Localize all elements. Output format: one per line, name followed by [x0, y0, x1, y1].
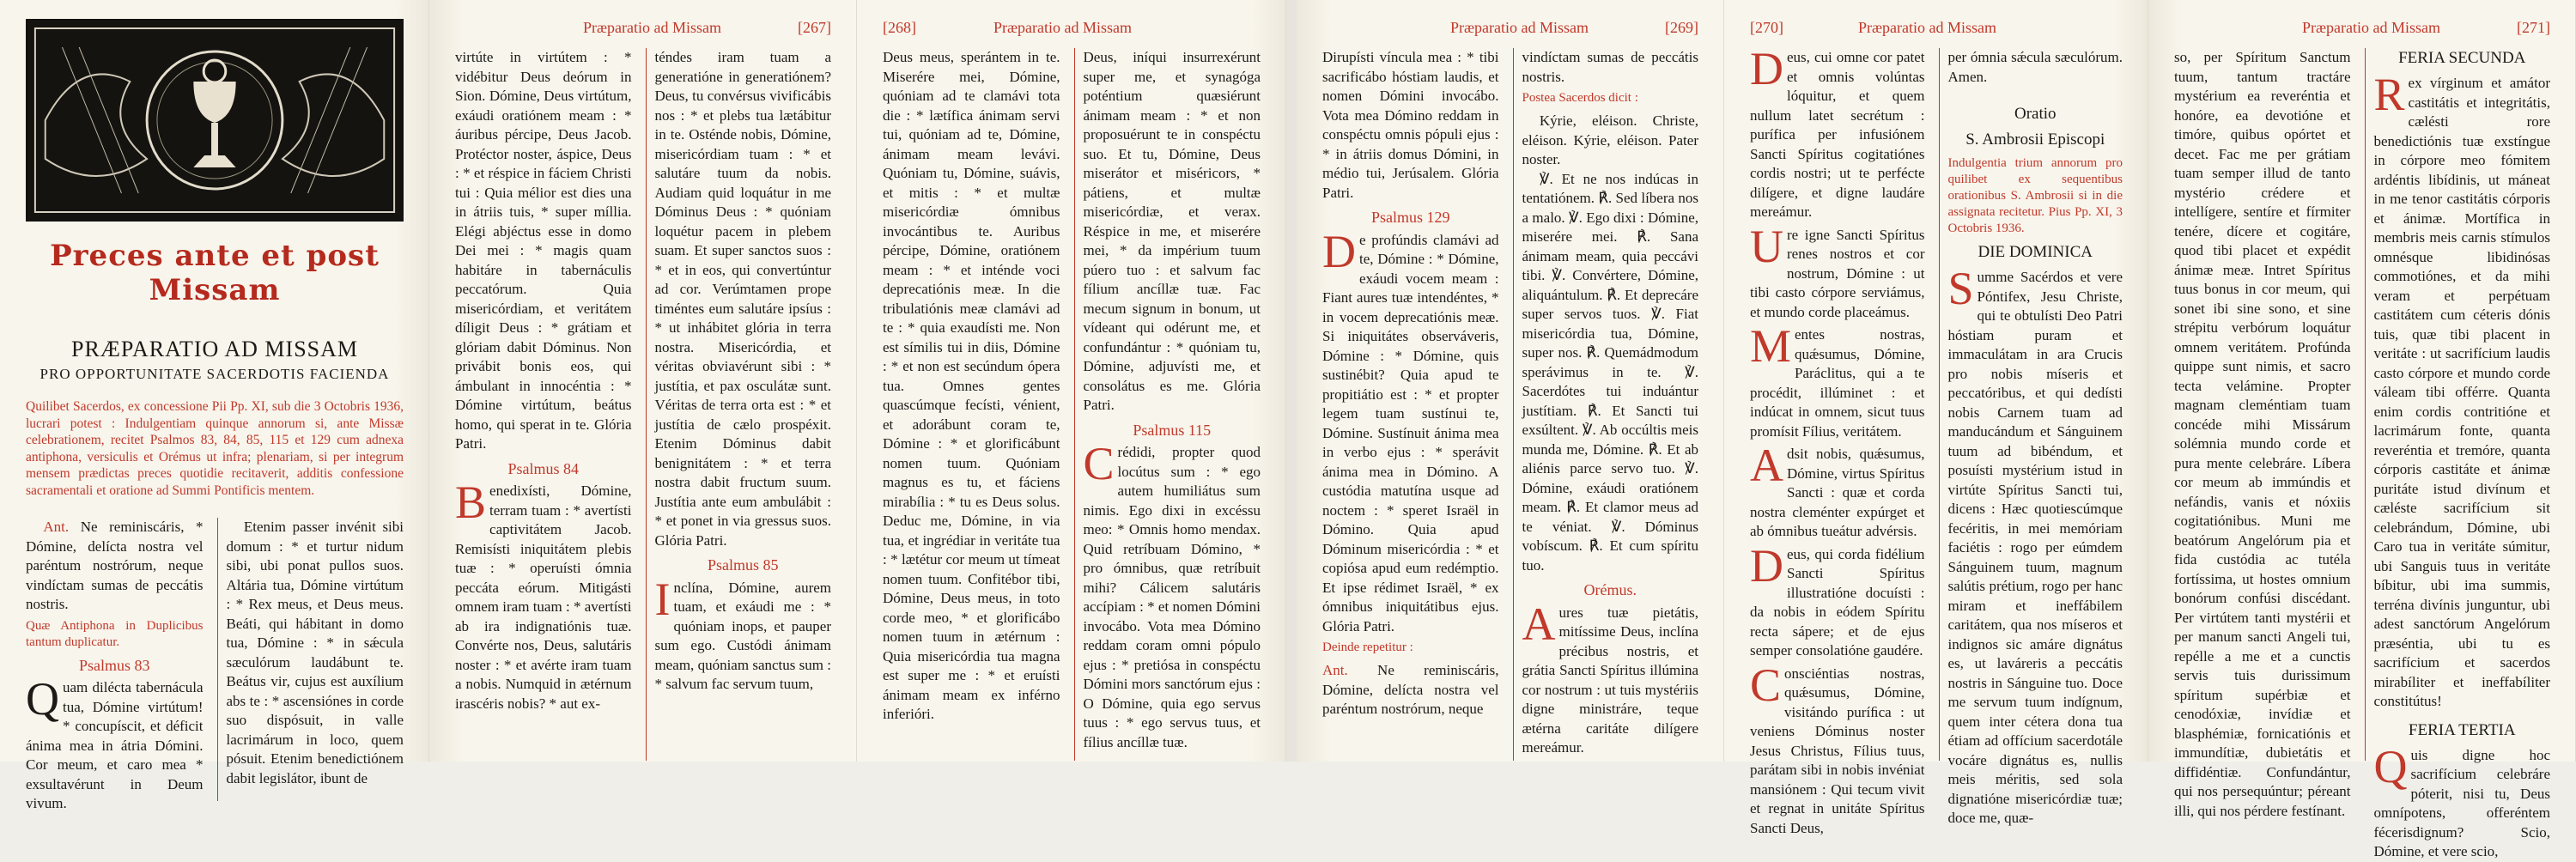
oratio-ure-igne: re igne Sancti Spíritus renes nostros et cor nostrum, Dómine : ut tibi casto córpore serviámus, et mundo corde placeámus.	[1750, 226, 1925, 320]
oratio-conscientias: onsciéntias nostras, quǽsumus, Dómine, visitándo puríﬁca : ut veniens Dóminus noster Jesus Christus, Fílius tuus, parátam sibi in nobis invéniat mansiónem : Qui tecum vivit et regnat in unitáte Spíritus Sancti Deus,	[1750, 665, 1925, 836]
running-title: Præparatio ad Missam	[1858, 19, 1996, 36]
page-number: [271]	[2517, 19, 2550, 36]
dropcap-i: I	[654, 573, 671, 625]
title-engraving	[26, 19, 404, 222]
p6-column-2	[2365, 48, 2551, 859]
dropcap-c: C	[1083, 438, 1115, 489]
page-number: [268]	[883, 19, 916, 36]
p2-column-1	[455, 48, 632, 761]
p2-column-2	[646, 48, 832, 761]
page-270	[1724, 0, 2148, 836]
feria-tertia-text: uis digne hoc sacrifícium celebráre póterit, nisi tu, Deus omnípotens, offeréntem fécerisdignum? Scio, Dómine, et vere scio,	[2373, 746, 2550, 859]
p1-column-2	[217, 518, 404, 801]
psalm-83-heading: Psalmus 83	[78, 656, 150, 674]
page-268	[857, 0, 1286, 762]
page-number: [269]	[1665, 19, 1698, 36]
oratio-heading: Oratio	[2014, 105, 2057, 123]
psalm-85-continued: Deus meus, sperántem in te. Miserére mei, Dómine, quóniam ad te clamávi tota die : * lætífica ánimam servi tui, quóniam ad te, Dómine, ánimam meam levávi. Quóniam tu, Dómine, suávis, et mitis : * et multæ misericórdiæ ómnibus invocántibus te. Auribus pércipe, Dómine, oratiónem meam : * et inténde voci deprecatiónis meæ. In die tribulatiónis meæ clamávi ad te : * quia exaudísti me. Non est símilis tui in diis, Dómine : * et non est secúndum ópera tua. Omnes gentes quascúmque fecísti, vénient, et adorábunt coram te, Dómine : * et glorificábunt nomen tuum. Quóniam magnus es tu, et fáciens mirabília : * tu es Deus solus. Deduc me, Dómine, in via tua, et ingrédiar in veritáte tua : * lætétur cor meum ut tímeat nomen tuum. Confitébor tibi, Dómine, Deus meus, in toto corde meo, * et glorificábo nomen tuum in ætérnum : Quia misericórdia tua magna est super me : * et eruísti ánimam meam ex inférno inferióri.	[883, 49, 1060, 722]
dropcap-d: D	[1750, 43, 1783, 94]
spread-gutter	[1286, 0, 1297, 762]
dropcap-q: Q	[2373, 740, 2408, 792]
p3-column-2	[1074, 48, 1261, 761]
psalm-85-heading: Psalmus 85	[707, 556, 779, 574]
running-title: Præparatio ad Missam	[583, 19, 721, 36]
oratio-text: ures tuæ pietátis, mitíssime Deus, inclína précibus nostris, et grátia Sancti Spíritus illúmina cor nostrum : ut tuis mystériis digne ministráre, teque ætérna caritáte dilígere mereámur.	[1522, 604, 1698, 756]
dropcap-q: Q	[26, 673, 59, 725]
running-title: Præparatio ad Missam	[1450, 19, 1589, 36]
feria-tertia-heading: FERIA TERTIA	[2408, 720, 2516, 739]
page-number: [270]	[1750, 19, 1783, 36]
oratio-mentes: entes nostras, quǽsumus, Dómine, Paráclitus, qui a te procédit, illúminet : et indúcat in omnem, sicut tuus promísit Fílius, veritátem.	[1750, 326, 1925, 440]
p4-column-2	[1513, 48, 1699, 761]
dropcap-r: R	[2373, 69, 2405, 120]
psalm-85-end: Deus, iníqui insurrexérunt super me, et synagóga poténtium quæsiérunt ánimam meam : * et non proposuérunt te in conspéctu suo. Et tu, Dómine, Deus miserátor et miséricors, * pátiens, et multæ misericórdiæ, et verax. Réspice in me, et miserére mei, * da impérium tuum púero tuo : et salvum fac fílium ancíllæ tuæ. Fac mecum signum in bonum, ut vídeant qui odérunt me, et confundántur : * quóniam tu, Dómine, adjuvísti me, et consolátus es me. Glória Patri.	[1083, 49, 1261, 413]
psalm-115-heading: Psalmus 115	[1133, 421, 1212, 439]
versicles-text: ℣. Et ne nos indúcas in tentatiónem. ℟. Sed líbera nos a malo. ℣. Ego dixi : Dómine, miserére mei. ℟. Sana ánimam meam, quia peccávi tibi. ℣. Convértere, Dómine, aliquántulum. ℟. Et deprecáre super servos tuos. ℣. Fiat misericórdia tua, Dómine, super nos. ℟. Quemádmodum sperávimus in te. ℣. Sacerdótes tui induántur justítiam. ℟. Et Sancti tui exsúltent. ℣. Ab occúltis meis munda me, Dómine. ℟. Et ab aliénis parce servo tuo. ℣. Dómine, exáudi oratiónem meam. ℟. Et clamor meus ad te véniat. ℣. Dóminus vobíscum. ℟. Et cum spíritu tuo.	[1522, 170, 1698, 574]
psalm-84-text: enedixísti, Dómine, terram tuam : * avertísti captivitátem Jacob. Remisísti iniquitátem plebis tuæ : * operuísti ómnia peccáta eórum. Mitigásti omnem iram tuam : * avertísti ab ira indignatiónis tuæ. Convérte nos, Deus, salutáris noster : * et avérte iram tuam a nobis. Numquid in ætérnum irascéris nobis? * aut ex-	[455, 483, 632, 712]
psalm-129-heading: Psalmus 129	[1370, 209, 1450, 226]
dropcap-u: U	[1750, 220, 1783, 272]
chalice-engraving-icon	[28, 21, 401, 219]
die-dominica-heading: DIE DOMINICA	[1978, 243, 2093, 261]
psalm-115-text: rédidi, propter quod locútus sum : * ego autem humiliátus sum nimis. Ego dixi in excéssu meo: * Omnis homo mendax. Quid retríbuam Dómino, * pro ómnibus, quæ retríbuit mihi? Cálicem salutáris accípiam : * et nomen Dómini invocábo. Vota mea Dómino reddam coram omni pópulo ejus : * pretiósa in conspéctu Dómini mors sanctórum ejus : O Dómine, quia ego servus tuus : * ego servus tuus, et fílius ancíllæ tuæ.	[1083, 444, 1261, 750]
p4-column-1	[1322, 48, 1499, 761]
dropcap-d: D	[1750, 539, 1783, 592]
p5-column-2	[1939, 48, 2123, 826]
oratio-adsit: dsit nobis, quǽsumus, Dómine, virtus Spíritus Sancti : quæ et corda nostra cleménter expúrget et ab ómnibus tueátur advérsis.	[1750, 446, 1925, 539]
kyrie-text: Kýrie, eléison. Christe, eléison. Kýrie, eléison. Pater noster.	[1522, 112, 1698, 167]
antiphon-text: Ne reminiscáris, Dómine, delícta nostra vel paréntum nostrórum, neque	[1322, 662, 1499, 717]
indulgence-rubric: Quilibet Sacerdos, ex concessione Pii Pp. XI, sub die 3 Octobris 1936, lucrari potest : Indulgentiam quinque annorum si, ante Missæ celebrationem, recitet Psalmos 83, 84, 85, 115 et 129 cum adnexa antiphona, versiculis et Orémus ut infra; plenariam, si per integrum mensem prædictas preces quotidie recitaverit, additis confessione sacramentali et oratione ad Summi Pontificis mentem.	[26, 399, 404, 498]
page-271	[2148, 0, 2576, 859]
page-number: [267]	[798, 19, 831, 36]
page-269	[1297, 0, 1724, 762]
psalm-129-text: e profúndis clamávi ad te, Dómine : * Dómine, exáudi vocem meam : Fiant aures tuæ intendéntes, * in vocem deprecatiónis meæ. Si iniquitátes observáveris, Dómine : * Dómine, quis sustinébit? Quia apud te propitiátio est : * et propter legem tuam sustínui te, Dómine. Sustínuit ánima mea in verbo ejus : * sperávit ánima mea in Dómino. A custódia matutína usque ad noctem : * speret Israël in Dómino. Quia apud Dóminum misericórdia : * et copiósa apud eum redémptio. Et ipse rédimet Israël, * ex ómnibus iniquitátibus ejus. Glória Patri.	[1322, 231, 1499, 634]
praeparatio-title: PRÆPARATIO AD MISSAM	[70, 337, 359, 361]
antiphon-label: Ant.	[1322, 662, 1348, 678]
dropcap-a: A	[1522, 598, 1556, 650]
psalm-83-text: uam dilécta tabernácula tua, Dómine virtútum! * concupíscit, et déficit ánima mea in átria Dómini. Cor meum, et caro mea * exsultavérunt in Deum vivum.	[26, 679, 204, 811]
antiphon-text: Ne reminiscáris, * Dómine, delícta nostra vel paréntum nostrórum, neque vindíctam sumas de peccátis nostris.	[26, 519, 204, 612]
psalm-85-text: nclína, Dómine, aurem tuam, et exáudi me : * quóniam inops, et pauper sum ego. Custódi ánimam meam, quóniam sanctus sum : * salvum fac servum tuum,	[654, 579, 831, 692]
page-header	[2174, 19, 2550, 39]
running-title: Præparatio ad Missam	[2302, 19, 2440, 36]
oratio-deus-qui: eus, qui corda fidélium Sancti Spíritus illustratióne docuísti : da nobis in eódem Spíritu recta sápere; et de ejus semper consolatióne gaudére.	[1750, 545, 1925, 659]
antiphon-label: Ant.	[43, 519, 70, 535]
oratio-deus-cui: eus, cui omne cor patet et omnis volúntas lóquitur, et quem nullum latet secrétum : purífica per infusiónem Sancti Spíritus cogitatiónes cordis nostri; ut te perfécte dilígere, et digne laudáre mereámur.	[1750, 49, 1925, 220]
sacerdos-rubric: Postea Sacerdos dicit :	[1522, 91, 1638, 105]
page-267	[429, 0, 857, 762]
page-header	[1750, 19, 2123, 39]
praeparatio-subtitle: PRO OPPORTUNITATE SACERDOTIS FACIENDA	[39, 366, 390, 382]
psalm-83-continued: Etenim passer invénit sibi domum : * et turtur nidum sibi, ubi ponat pullos suos. Altária tua, Dómine virtútum : * Rex meus, et Deus meus. Beáti, qui hábitant in domo tua, Dómine : * in sǽcula sæculórum laudábunt te. Beátus vir, cujus est auxílium abs te : * ascensiónes in corde suo dispósuit, in valle lacrimárum in loco, quem pósuit. Etenim benedictiónem dabit legislátor, ibunt de	[226, 519, 404, 786]
feria-secunda-heading: FERIA SECUNDA	[2398, 49, 2526, 67]
page-header	[1322, 19, 1698, 39]
p5-column-1	[1750, 43, 1925, 836]
dropcap-b: B	[455, 477, 487, 528]
psalm-84-continued: téndes iram tuam a generatióne in generatiónem? Deus, tu convérsus vivificábis nos : * et plebs tua lætábitur in te. Osténde nobis, Dómine, misericórdiam tuam : * et salutáre tuum da nobis. Audiam quid loquátur in me Dóminus Deus : * quóniam loquétur pacem in plebem suam. Et super sanctos suos : * et in eos, qui convertúntur ad cor. Verúmtamen prope timéntes eum salutáre ipsíus : * ut inhábitet glória in terra nostra. Misericórdia, et véritas obviavérunt sibi : * justítia, et pax osculátæ sunt. Véritas de terra orta est : * et justítia de cælo prospéxit. Etenim Dóminus dabit benignitátem : * et terra nostra dabit fructum suum. Justítia ante eum ambulábit : * et ponet in via gressus suos. Glória Patri.	[654, 49, 831, 549]
antiphon-rubric: Quæ Antiphona in Duplicibus tantum duplicatur.	[26, 618, 204, 649]
psalm-83-end: virtúte in virtútem : * vidébitur Deus deórum in Sion. Dómine, Deus virtútum, exáudi oratiónem meam : * áuribus pércipe, Deus Jacob. Protéctor noster, áspice, Deus : * et réspice in fáciem Christi tui : Quia mélior est dies una in átriis tuis, * super míllia. Elégi abjéctus esse in domo Dei mei : * magis quam habitáre in tabernáculis peccatórum. Quia misericórdiam, et veritátem díligit Deus : * grátiam et glóriam dabit Dóminus. Non privábit bonis eos, qui ámbulant in innocéntia : * Dómine virtútum, beátus homo, qui sperat in te. Glória Patri.	[455, 49, 632, 452]
feria-secunda-text: ex vírginum et amátor castitátis et integritátis, cælésti rore benedictiónis tuæ exstíngue in córpore meo fómitem ardéntis libídinis, ut máneat in me tenor castitátis córporis et ánimæ. Mortífica in membris meis carnis stímulos omnésque libidinósas commotiónes, et da mihi veram et perpétuam castitátem cum céteris dónis tuis, quæ tibi placent in veritáte : ut sacrifícium laudis casto córpore et mundo corde váleam tibi offérre. Quanta enim cordis contritióne et lacrimárum fonte, quanta reveréntia et tremóre, quanta córporis castitáte et ánimæ puritáte istud divínum et cæléste sacrifícium sit celebrándum, Dómine, ubi Caro tua in veritáte súmitur, ubi Sanguis tuus in veritáte bíbitur, ubi ima summis, terréna divínis junguntur, ubi adest sanctórum Angelórum præséntia, ubi tu es sacrifícium et sacerdos mirabíliter et ineffabíliter constitútus!	[2373, 75, 2550, 709]
psalm-115-end: Dirupísti víncula mea : * tibi sacrificábo hóstiam laudis, et nomen Dómini invocábo. Vota mea Dómino reddam in conspéctu omnis pópuli ejus : * in átriis domus Dómini, in médio tui, Jerúsalem. Glória Patri.	[1322, 49, 1499, 201]
summe-sacerdos-text: umme Sacérdos et vere Póntifex, Jesu Christe, qui te obtulísti Deo Patri hóstiam puram et immaculátam in ara Crucis pro nobis míseris et peccatóribus, et qui dedísti nobis Carnem tuam ad manducándum et Sánguinem tuum ad bibéndum, et posuísti mystérium istud in virtúte Spíritus Sancti tui, dicens : Hæc quotiescúmque fecéritis, in mei memóriam faciétis : rogo per eúmdem Sánguinem tuum, magnum salútis prétium, rogo per hanc miram et ineffábilem caritátem, qua nos míseros et indignos sic amáre dignátus es, ut laváreris a peccátis nostris in Sánguine tuo. Doce me servum tuum indígnum, quem inter cétera dona tua étiam ad offícium sacerdotále vocáre dignátus es, nullis meis méritis, sed sola dignatióne misericórdiæ tuæ; doce me, quæ-	[1947, 269, 2123, 826]
preces-title: Preces ante et post Missam	[50, 239, 380, 307]
oremus-heading: Orémus.	[1583, 581, 1637, 598]
ambrosii-heading: S. Ambrosii Episcopi	[1965, 131, 2105, 149]
page-1	[0, 0, 429, 811]
oratio-conclusion: per ómnia sǽcula sæculórum. Amen.	[1947, 49, 2123, 85]
dropcap-m: M	[1750, 320, 1792, 372]
repeat-rubric: Deinde repetitur :	[1322, 640, 1413, 654]
summe-sacerdos-continued: so, per Spíritum Sanctum tuum, tantum tractáre mystérium ea reveréntia et honóre, ea devotióne et timóre, quibus opórtet et decet. Fac me per grátiam tuam semper illud de tanto mystério crédere et intellígere, sentíre et fírmiter tenére, dícere et cogitáre, quod tibi placet et expédit ánimæ meæ. Intret Spíritus tuus bonus in cor meum, qui sonet ibi sine sono, et sine strépitu verbórum loquátur omnem veritátem. Profúnda quippe sunt nimis, et sacro tecta velámine. Propter magnam cleméntiam tuam concéde mihi Missárum solémnia mundo corde et pura mente celebráre. Líbera cor meum ab immúndis et nefándis, vanis et nóxiis cogitatiónibus. Muni me beatórum Angelórum pia et fida custódia ac tutéla fortíssima, ut hostes omnium bonórum confúsi discédant. Per virtútem tanti mystérii et per manum sancti Angeli tui, repélle a me et a cunctis servis tuis durissimum spíritum supérbiæ et cenodóxiæ, invídiæ et blasphémiæ, fornicatiónis et immundítiæ, dubietátis et diffidéntiæ. Confundántur, qui nos persequúntur; péreant illi, qui nos pérdere festínant.	[2174, 49, 2351, 819]
dropcap-s: S	[1947, 263, 1974, 314]
page-header	[883, 19, 1261, 39]
dropcap-a: A	[1750, 440, 1783, 491]
antiphon-end: vindíctam sumas de peccátis nostris.	[1522, 49, 1698, 85]
running-title: Præparatio ad Missam	[993, 19, 1132, 36]
p3-column-1	[883, 48, 1060, 761]
dropcap-d: D	[1322, 225, 1356, 277]
ambrosii-indulgence: Indulgentia trium annorum pro quilibet ex sequentibus orationibus S. Ambrosii si in die assignata recitetur. Pius Pp. XI, 3 Octobris 1936.	[1947, 156, 2123, 235]
dropcap-c: C	[1750, 659, 1782, 711]
page-header	[455, 19, 831, 39]
psalm-84-heading: Psalmus 84	[507, 459, 579, 477]
p1-column-1	[26, 518, 204, 811]
p6-column-1	[2174, 48, 2351, 819]
